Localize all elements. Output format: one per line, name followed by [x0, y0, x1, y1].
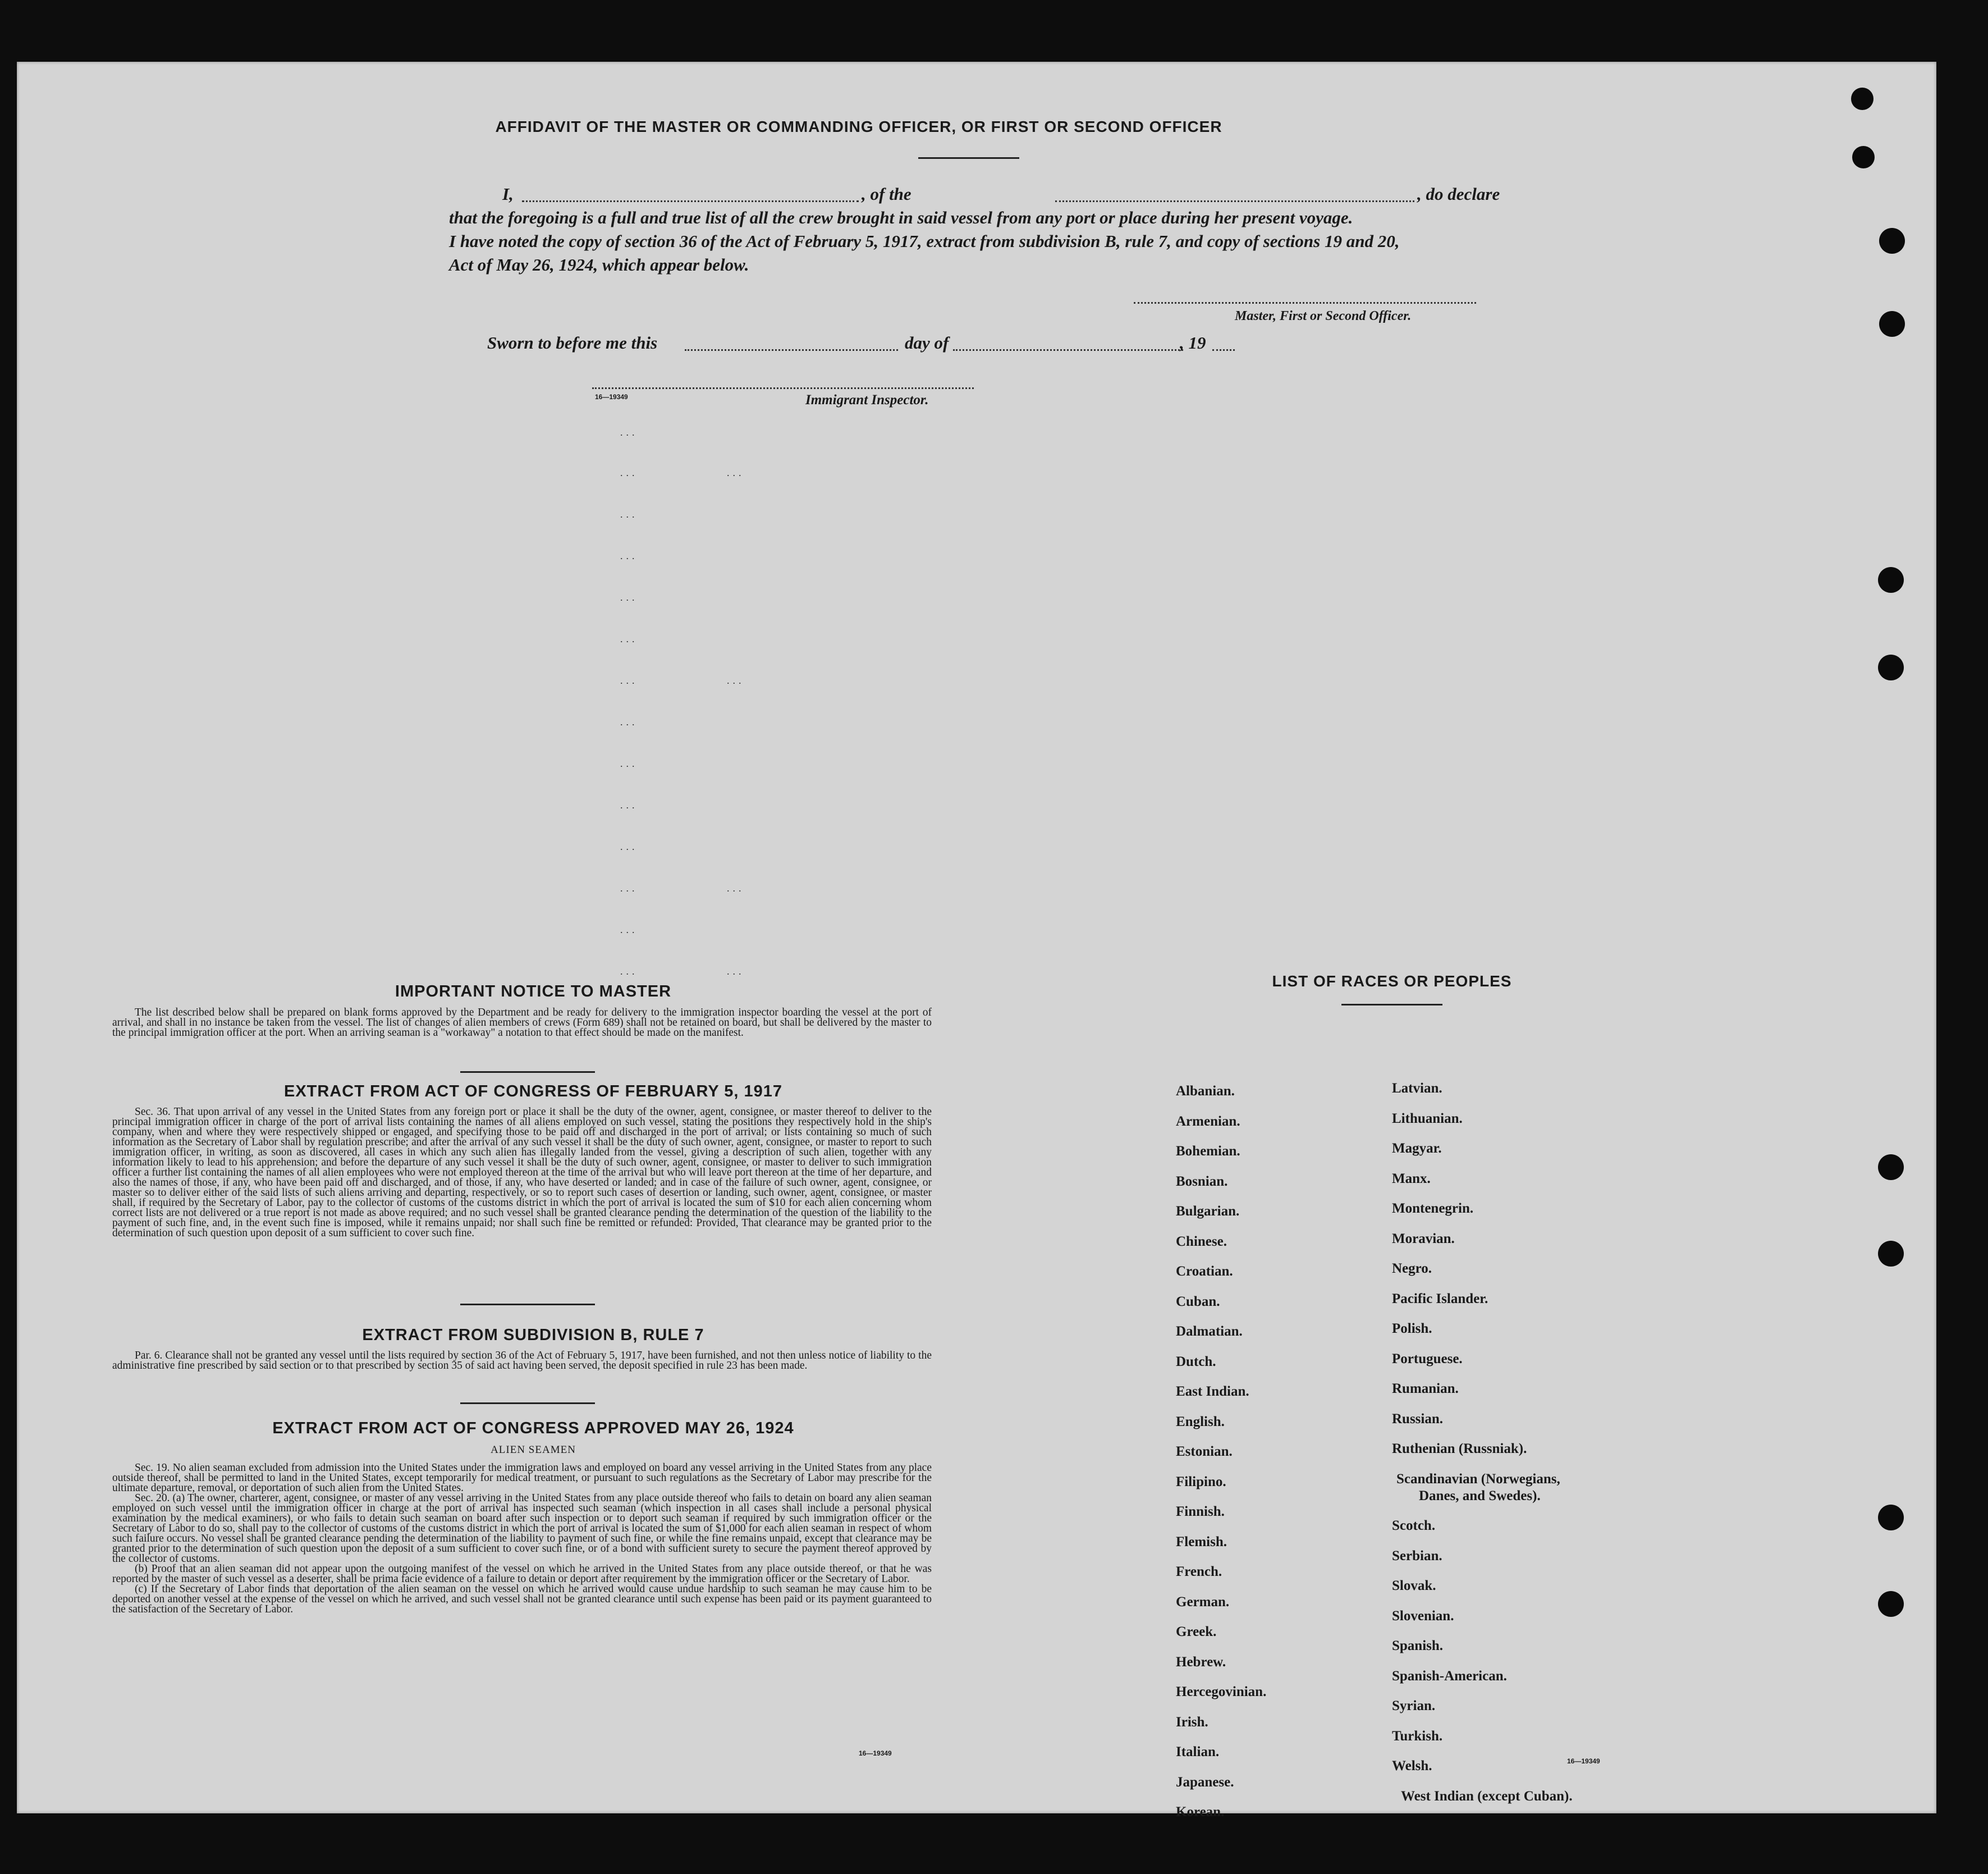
ellipsis-mark: ...: [620, 427, 638, 438]
extract-rule7-text: Par. 6. Clearance shall not be granted any vessel until the lists required by section 36 of the Act of February 5, 1917, have been furnished, and not then unless notice of liability to the administrative fine prescribed by said section or to that prescribed by section 35 of said act having been served, the deposit specified in rule 23 has been made.: [112, 1350, 932, 1372]
race-item: Dutch.: [1176, 1354, 1216, 1369]
ellipsis-mark: ...: [620, 716, 638, 728]
affidavit-body: [449, 182, 1515, 277]
notice-title: IMPORTANT NOTICE TO MASTER: [395, 982, 672, 1000]
punch-hole: [1878, 567, 1904, 593]
race-item: Montenegrin.: [1392, 1201, 1474, 1216]
race-item: Chinese.: [1176, 1233, 1227, 1249]
ellipsis-mark: ...: [620, 924, 638, 935]
race-item: Hercegovinian.: [1176, 1684, 1267, 1699]
race-item: French.: [1176, 1564, 1222, 1579]
race-item: West Indian (except Cuban).: [1401, 1788, 1573, 1804]
race-item: Rumanian.: [1392, 1381, 1459, 1396]
race-item: Spanish-American.: [1392, 1668, 1507, 1684]
ellipsis-mark: ...: [620, 633, 638, 645]
punch-hole: [1851, 88, 1874, 110]
race-item: Bohemian.: [1176, 1144, 1240, 1159]
section-divider: [460, 1071, 595, 1073]
race-item: German.: [1176, 1594, 1230, 1610]
ellipsis-mark: ...: [727, 966, 745, 977]
race-item: Danes, and Swedes).: [1419, 1488, 1541, 1503]
i-label: I,: [502, 184, 514, 204]
race-item: Finnish.: [1176, 1504, 1225, 1519]
ellipsis-mark: ...: [727, 675, 745, 686]
year-label: , 19: [1180, 333, 1206, 353]
race-item: Bosnian.: [1176, 1173, 1228, 1189]
race-item: Manx.: [1392, 1171, 1431, 1186]
notice-text: The list described below shall be prepared on blank forms approved by the Department and be ready for delivery to the immigration inspector boarding the vessel at the port of arrival, and shall in no instance be taken from the vessel. The list of changes of alien members of crews (Form 689) shall not be retained on board, but shall be delivered by the master to the principal immigration officer at the port. When an arriving seaman is a "workaway" a notation to that effect should be made on the manifest.: [112, 1007, 932, 1039]
race-item: Lithuanian.: [1392, 1110, 1463, 1126]
races-divider: [1341, 1004, 1442, 1005]
race-item: Syrian.: [1392, 1698, 1436, 1713]
title-divider: [918, 157, 1019, 159]
form-number: 16—19349: [595, 393, 628, 401]
race-item: Latvian.: [1392, 1081, 1442, 1096]
sec-20a-text: Sec. 20. (a) The owner, charterer, agent, consignee, or master of any vessel arriving in the United States from any place outside thereof who fails to detain on board any alien seaman employed on such vessel until the immigration officer in charge at the port of arrival has inspected such seaman (which inspection in all cases shall include a personal physical examination by the medical examiners), or who fails to detain such seaman on board after such inspection or to deport such seaman if required by such immigration officer or the Secretary of Labor to do so, shall pay to the collector of customs of the customs district in which the port of arrival is located the sum of $1,000 for each alien seaman in respect of whom such failure occurs. No vessel shall be granted clearance pending the determination of the liability to payment of such fine, or while the fine remains unpaid, except that clearance may be granted prior to the determination of such question upon the deposit of a sum sufficient to cover such fine, or of a bond with sufficient surety to secure the payment thereof approved by the collector of customs.: [112, 1492, 932, 1565]
sworn-month-line: [953, 349, 1183, 351]
race-item: Serbian.: [1392, 1548, 1442, 1564]
race-item: Moravian.: [1392, 1231, 1455, 1246]
section-divider: [460, 1402, 595, 1404]
sworn-label: Sworn to before me this: [487, 333, 658, 353]
race-item: Armenian.: [1176, 1113, 1240, 1129]
punch-hole: [1852, 146, 1875, 168]
race-item: Estonian.: [1176, 1444, 1233, 1459]
race-item: Bulgarian.: [1176, 1204, 1240, 1219]
races-title: LIST OF RACES OR PEOPLES: [1272, 972, 1512, 990]
ellipsis-mark: ...: [727, 883, 745, 894]
ellipsis-mark: ...: [620, 966, 638, 977]
of-the-label: , of the: [862, 184, 911, 204]
race-item: Dalmatian.: [1176, 1324, 1243, 1339]
affidavit-line-4: Act of May 26, 1924, which appear below.: [449, 255, 749, 275]
affidavit-line-3: I have noted the copy of section 36 of the Act of February 5, 1917, extract from subdivision B, rule 7, and copy of sections 19 and 20,: [449, 231, 1400, 251]
sworn-day-line: [685, 349, 898, 351]
extract-1917-title: EXTRACT FROM ACT OF CONGRESS OF FEBRUARY 5, 1917: [283, 1082, 783, 1100]
race-item: Spanish.: [1392, 1638, 1444, 1653]
race-item: Negro.: [1392, 1261, 1432, 1276]
race-item: Welsh.: [1392, 1758, 1432, 1774]
race-item: Turkish.: [1392, 1728, 1443, 1744]
ellipsis-mark: ...: [620, 758, 638, 769]
affidavit-line-2: that the foregoing is a full and true list of all the crew brought in said vessel from any port or place during her present voyage.: [449, 208, 1353, 227]
races-right-column: [1392, 1081, 1573, 1818]
name-field-line: [522, 200, 859, 202]
race-item: Polish.: [1392, 1321, 1432, 1336]
race-item: Slovak.: [1392, 1578, 1436, 1593]
form-number: 16—19349: [1567, 1757, 1600, 1765]
race-item: Korean.: [1176, 1804, 1225, 1820]
race-item: Albanian.: [1176, 1084, 1235, 1099]
ellipsis-mark: ...: [620, 799, 638, 811]
punch-hole: [1878, 1505, 1904, 1530]
punch-hole: [1878, 655, 1904, 680]
extract-1924-title: EXTRACT FROM ACT OF CONGRESS APPROVED MAY 26, 1924: [272, 1419, 794, 1437]
race-item: Filipino.: [1176, 1474, 1226, 1489]
race-item: Irish.: [1176, 1714, 1208, 1730]
vessel-field-line: [1055, 200, 1414, 202]
ellipsis-mark: ...: [620, 550, 638, 561]
do-declare-label: , do declare: [1417, 184, 1500, 204]
sworn-year-line: [1212, 349, 1235, 351]
sec-19-text: Sec. 19. No alien seaman excluded from admission into the United States under the immigration laws and employed on board any vessel arriving in the United States from any place outside thereof, shall be permitted to land in the United States, except temporarily for medical treatment, or pursuant to such regulations as the Secretary of Labor may prescribe for the ultimate departure, removal, or deportation of such alien from the United States.: [112, 1462, 932, 1494]
extract-1924-body: [112, 1463, 932, 1615]
race-item: Japanese.: [1176, 1774, 1234, 1790]
ellipsis-mark: ...: [620, 675, 638, 686]
master-signature-line: [1134, 302, 1476, 304]
race-item: Portuguese.: [1392, 1351, 1463, 1366]
race-item: Cuban.: [1176, 1293, 1220, 1309]
race-item: Scandinavian (Norwegians,: [1396, 1471, 1560, 1487]
form-page: [17, 62, 1936, 1820]
ellipsis-mark: ...: [620, 841, 638, 852]
punch-hole: [1878, 1154, 1904, 1180]
race-item: Greek.: [1176, 1624, 1217, 1639]
ellipsis-mark: ...: [620, 592, 638, 603]
section-divider: [460, 1304, 595, 1305]
ellipsis-mark: ...: [620, 467, 638, 478]
punch-hole: [1878, 1241, 1904, 1267]
race-item: Flemish.: [1176, 1534, 1227, 1550]
race-item: Pacific Islander.: [1392, 1291, 1488, 1306]
race-item: Russian.: [1392, 1411, 1444, 1427]
form-number: 16—19349: [859, 1749, 892, 1757]
punch-hole: [1879, 228, 1905, 254]
race-item: English.: [1176, 1414, 1225, 1429]
sec-20b-text: (b) Proof that an alien seaman did not appear upon the outgoing manifest of the vessel on which he arrived in the United States from any place outside thereof, or that he was reported by the master of such vessel as a deserter, shall be prima facie evidence of a failure to detain or deport after requirement by the immigration officer or the Secretary of Labor.: [112, 1563, 932, 1585]
sec-20c-text: (c) If the Secretary of Labor finds that deportation of the alien seaman on the vessel on which he arrived would cause undue hardship to such seaman he may cause him to be deported on another vessel at the expense of the vessel on which he arrived, and such vessel shall not be granted clearance until such expense has been paid or its payment guaranteed to the satisfaction of the Secretary of Labor.: [112, 1583, 932, 1615]
race-item: Ruthenian (Russniak).: [1392, 1441, 1527, 1456]
ellipsis-mark: ...: [620, 883, 638, 894]
ellipsis-mark: ...: [727, 467, 745, 478]
master-caption: Master, First or Second Officer.: [1235, 309, 1412, 323]
race-item: Magyar.: [1392, 1141, 1442, 1156]
inspector-caption: Immigrant Inspector.: [805, 392, 929, 408]
race-item: East Indian.: [1176, 1384, 1249, 1399]
race-item: Scotch.: [1392, 1518, 1436, 1533]
punch-hole: [1879, 311, 1905, 337]
race-item: Hebrew.: [1176, 1654, 1226, 1670]
races-left-column: [1176, 1084, 1266, 1835]
day-of-label: day of: [905, 333, 949, 353]
ellipsis-mark: ...: [620, 509, 638, 520]
extract-rule7-title: EXTRACT FROM SUBDIVISION B, RULE 7: [362, 1326, 704, 1344]
race-item: Slovenian.: [1392, 1608, 1454, 1624]
race-item: Italian.: [1176, 1744, 1220, 1759]
extract-1917-text: Sec. 36. That upon arrival of any vessel in the United States from any foreign port or place it shall be the duty of the owner, agent, consignee, or master thereof to deliver to the principal immigration officer in charge of the port of arrival lists containing the names of all aliens employed on such vessel, stating the positions they respectively hold in the ship's company, when and where they were respectively shipped or engaged, and specifying those to be paid off and discharged in the port of arrival; or lists containing so much of such information as the Secretary of Labor shall by regulation prescribe; and after the arrival of any such vessel it shall be the duty of such owner, agent, consignee, or master to report to such immigration officer, in writing, as soon as discovered, all cases in which any such alien has illegally landed from the vessel, giving a description of such alien, together with any information likely to lead to his apprehension; and before the departure of any such vessel it shall be the duty of such owner, agent, consignee, or master to deliver to such immigration officer a further list containing the names of all alien employees who were not employed thereon at the time of the arrival but who will leave port thereon at the time of her departure, and also the names of those, if any, who have been paid off and discharged, and of those, if any, who have deserted or landed; and in case of the failure of such owner, agent, consignee, or master so to deliver either of the said lists of such aliens arriving and departing, respectively, or so to report such cases of desertion or landing, such owner, agent, consignee, or master shall, if required by the Secretary of Labor, pay to the collector of customs of the customs district in which the port of arrival is located the sum of $10 for each alien concerning whom correct lists are not delivered or a true report is not made as above required; and no such vessel shall be granted clearance pending the determination of the question of the liability to the payment of such fine, and, in the event such fine is imposed, while it remains unpaid; nor shall such fine be remitted or refunded: Provided, That clearance may be granted prior to the determination of such question upon deposit of a sum sufficient to cover such fine.: [112, 1106, 932, 1239]
alien-seamen-subtitle: ALIEN SEAMEN: [491, 1444, 576, 1456]
race-item: Croatian.: [1176, 1264, 1233, 1279]
punch-hole: [1878, 1591, 1904, 1617]
affidavit-title: AFFIDAVIT OF THE MASTER OR COMMANDING OFFICER, OR FIRST OR SECOND OFFICER: [495, 118, 1222, 135]
